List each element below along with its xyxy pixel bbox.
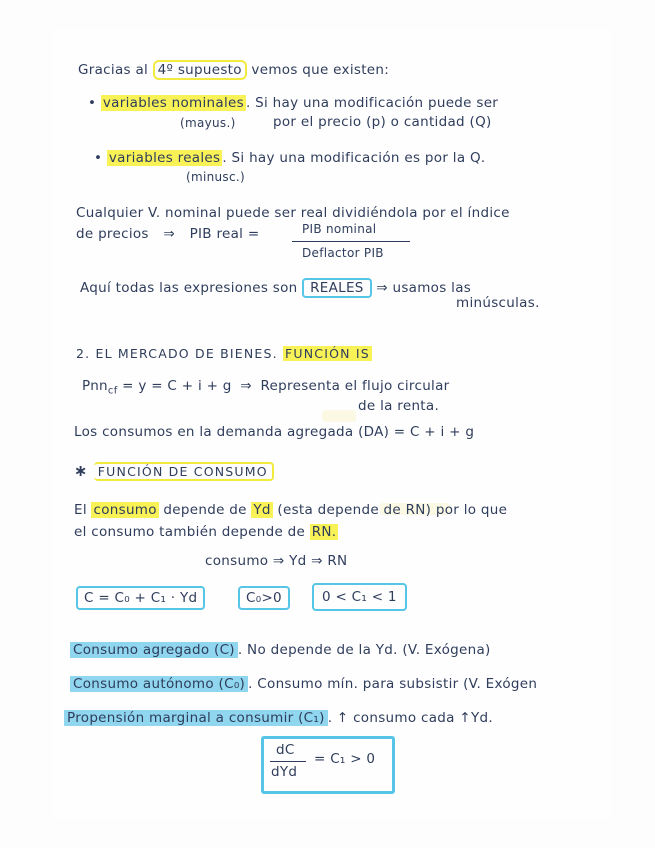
pnn-eq: = y = C + i + g [122,378,232,394]
frac2-denominator-text: dYd [271,764,298,780]
consumo-text-b: depende de [163,502,247,518]
minusculas-line [456,295,540,311]
minusc-note [186,170,245,184]
def-consumo-autonomo [70,676,537,692]
section2-heading [76,346,372,361]
flujo-line [82,378,450,397]
demanda-agregada-line [74,424,474,440]
consumo-autonomo-term: Consumo autónomo (C₀) [70,676,248,692]
pib-real-label: PIB real = [189,226,260,242]
consumo-heading-box: FUNCIÓN DE CONSUMO [94,462,274,481]
section2-heading-b: FUNCIÓN IS [285,346,370,361]
def-consumo-agregado [70,642,491,658]
nominal-to-real-text: Cualquier V. nominal puede ser real dividiéndola por el índice [76,205,510,221]
consumo-text-c: (esta depende de RN) por lo que [277,502,508,518]
bullet-dot: • [88,95,97,111]
frac2-rhs-text: = C₁ > 0 [314,751,376,767]
formula-c0-box [238,586,290,610]
demanda-agregada-text: Los consumos en la demanda agregada (DA) = C + i + g [74,424,475,440]
nominales-desc-2 [273,114,492,130]
renta-line [358,398,439,414]
mayus-label: (mayus.) [180,116,236,130]
flujo-arrow: ⇒ [240,378,252,394]
reales-desc: . Si hay una modificación es por la Q. [222,150,486,166]
consumo-text-a: El [74,502,87,518]
frac1-denominator [302,246,384,260]
implies-arrow: ⇒ [163,226,175,242]
flujo-text: Representa el flujo circular [260,378,450,394]
rn-term: RN. [311,524,337,540]
consumo-rn-line [74,524,338,540]
intro-line [78,62,389,78]
reales-text-b: ⇒ usamos las [376,280,472,296]
consumo-chain [205,553,347,569]
bleed-through-mark [322,410,356,422]
term-nominales: variables nominales [102,95,244,111]
bullet-dot: • [94,150,103,166]
consumo-autonomo-desc: . Consumo mín. para subsistir (V. Exógen [248,676,538,692]
reales-line [80,280,471,296]
frac2-numerator [276,742,295,758]
formula-consumo-text: C = C₀ + C₁ · Yd [84,590,198,606]
frac1-numerator-text: PIB nominal [302,222,377,236]
term-reales: variables reales [108,150,221,166]
nominales-desc: . Si hay una modificación puede ser [245,95,499,111]
consumo-heading [74,461,274,480]
propension-term: Propensión marginal a consumir (C₁) [64,710,328,726]
consumo-agregado-term: Consumo agregado (C) [70,642,238,658]
consumo-term: consumo [93,502,157,518]
minusculas-text: minúsculas. [456,295,540,311]
consumo-depends-line [74,502,507,518]
consumo-agregado-desc: . No depende de la Yd. (V. Exógena) [237,642,491,658]
reales-box: REALES [302,278,372,298]
nominal-to-real-line [76,205,510,221]
supuesto-box: 4º supuesto [153,60,247,80]
frac1-numerator [302,222,376,236]
mayus-note [180,116,236,130]
intro-text-a: Gracias al [78,62,149,78]
star-mark: ∗ [74,461,89,480]
def-propension [64,710,493,726]
renta-text: de la renta. [358,398,440,414]
frac1-denominator-text: Deflactor PIB [302,246,384,260]
formula-c0-text: C₀>0 [246,590,282,606]
section2-heading-a: 2. EL MERCADO DE BIENES. [76,346,278,361]
consumo-chain-text: consumo ⇒ Yd ⇒ RN [205,553,348,569]
nominales-desc-2-text: por el precio (p) o cantidad (Q) [273,114,492,130]
bullet-reales [94,150,486,166]
pnn-label: Pnn [82,378,108,394]
pnn-sub: cf [107,385,118,397]
bullet-nominales [88,95,498,111]
formula-c1-box [312,583,407,611]
formula-c1-text: 0 < C₁ < 1 [322,589,397,605]
reales-text-a: Aquí todas las expresiones son [80,280,298,296]
frac2-denominator [271,764,297,780]
precios-text: de precios [76,226,149,242]
intro-text-b: vemos que existen: [251,62,390,78]
pib-real-line [76,226,259,242]
minusc-label: (minusc.) [186,170,245,184]
consumo-rn-text: el consumo también depende de [74,524,306,540]
frac1-bar [292,241,410,242]
frac2-rhs [314,751,375,767]
propension-desc: . ↑ consumo cada ↑Yd. [327,710,493,726]
frac2-bar [270,761,306,762]
frac2-numerator-text: dC [276,742,295,758]
yd-term: Yd [253,502,271,518]
formula-consumo-box [76,586,205,610]
